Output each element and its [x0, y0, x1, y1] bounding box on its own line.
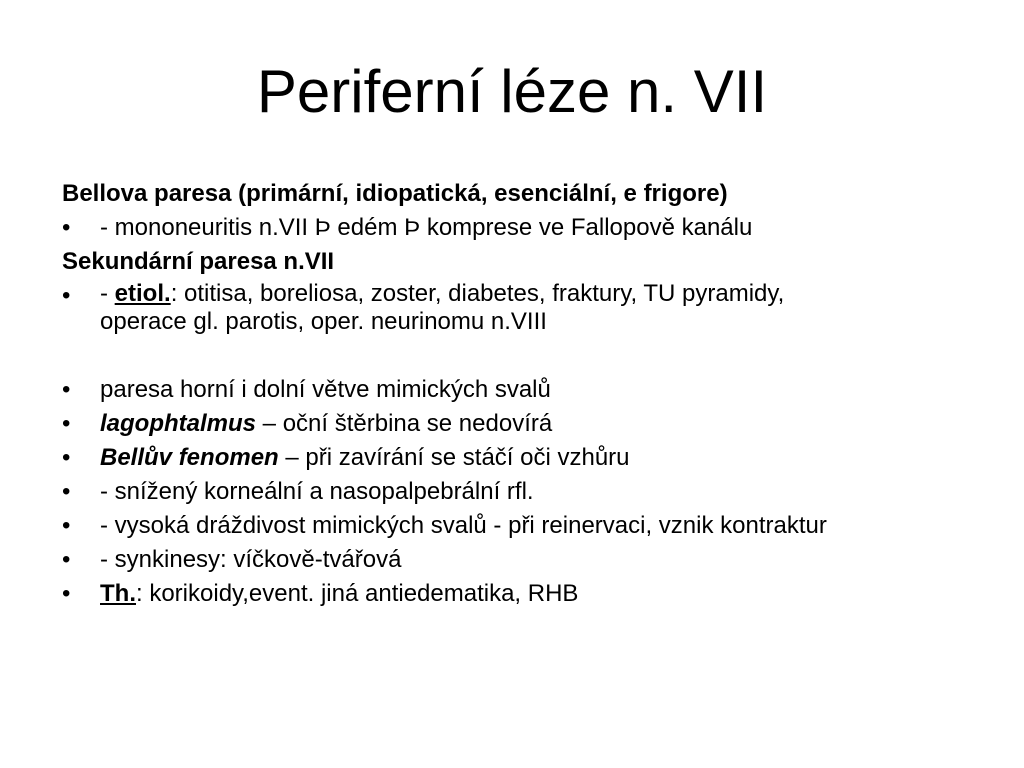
item-term: lagophtalmus — [100, 410, 257, 437]
list-item — [62, 544, 992, 578]
item-prefix: - — [100, 280, 115, 307]
item-text: paresa horní i dolní větve mimických svalů — [100, 376, 551, 403]
slide-title: Periferní léze n. VII — [256, 58, 768, 125]
bullet-icon: • — [62, 512, 71, 539]
bullet-icon: • — [62, 478, 71, 505]
item-line: operace gl. parotis, oper. neurinomu n.VIII — [100, 308, 547, 335]
bullet-icon: • — [62, 444, 71, 471]
bullet-icon: • — [62, 580, 71, 607]
bullet-icon: • — [62, 282, 71, 309]
item-text: - snížený korneální a nasopalpebrální rfl. — [100, 478, 534, 505]
item-text: - synkinesy: víčkově-tvářová — [100, 546, 402, 573]
list-item — [62, 408, 992, 442]
item-text: – oční štěrbina se nedovírá — [256, 410, 553, 437]
list-item — [62, 442, 992, 476]
item-text: - mononeuritis n.VII Þ edém Þ komprese ve Fallopově kanálu — [100, 214, 753, 241]
item-text: - vysoká dráždivost mimických svalů - při reinervaci, vznik kontraktur — [100, 512, 827, 539]
bullet-icon: • — [62, 410, 71, 437]
list-item — [62, 374, 992, 408]
list-item — [62, 578, 992, 612]
list-item — [62, 476, 992, 510]
list-item — [62, 212, 992, 246]
bullet-icon: • — [62, 214, 71, 241]
spacer — [62, 340, 992, 374]
item-text: : korikoidy,event. jiná antiedematika, RHB — [136, 580, 579, 607]
heading-bellova-paresa: Bellova paresa (primární, idiopatická, esenciální, e frigore) — [62, 180, 728, 207]
item-line — [100, 280, 992, 308]
item-text: : otitisa, boreliosa, zoster, diabetes, fraktury, TU pyramidy, — [170, 280, 785, 307]
list-item — [62, 510, 992, 544]
item-term: Bellův fenomen — [100, 444, 279, 471]
item-term: Th. — [100, 580, 136, 607]
list-item — [62, 280, 992, 340]
bullet-icon: • — [62, 546, 71, 573]
item-term: etiol. — [114, 280, 171, 307]
slide-content — [62, 178, 992, 612]
item-text: – při zavírání se stáčí oči vzhůru — [278, 444, 630, 471]
bullet-icon: • — [62, 376, 71, 403]
heading-sekundarni-paresa: Sekundární paresa n.VII — [62, 248, 335, 275]
